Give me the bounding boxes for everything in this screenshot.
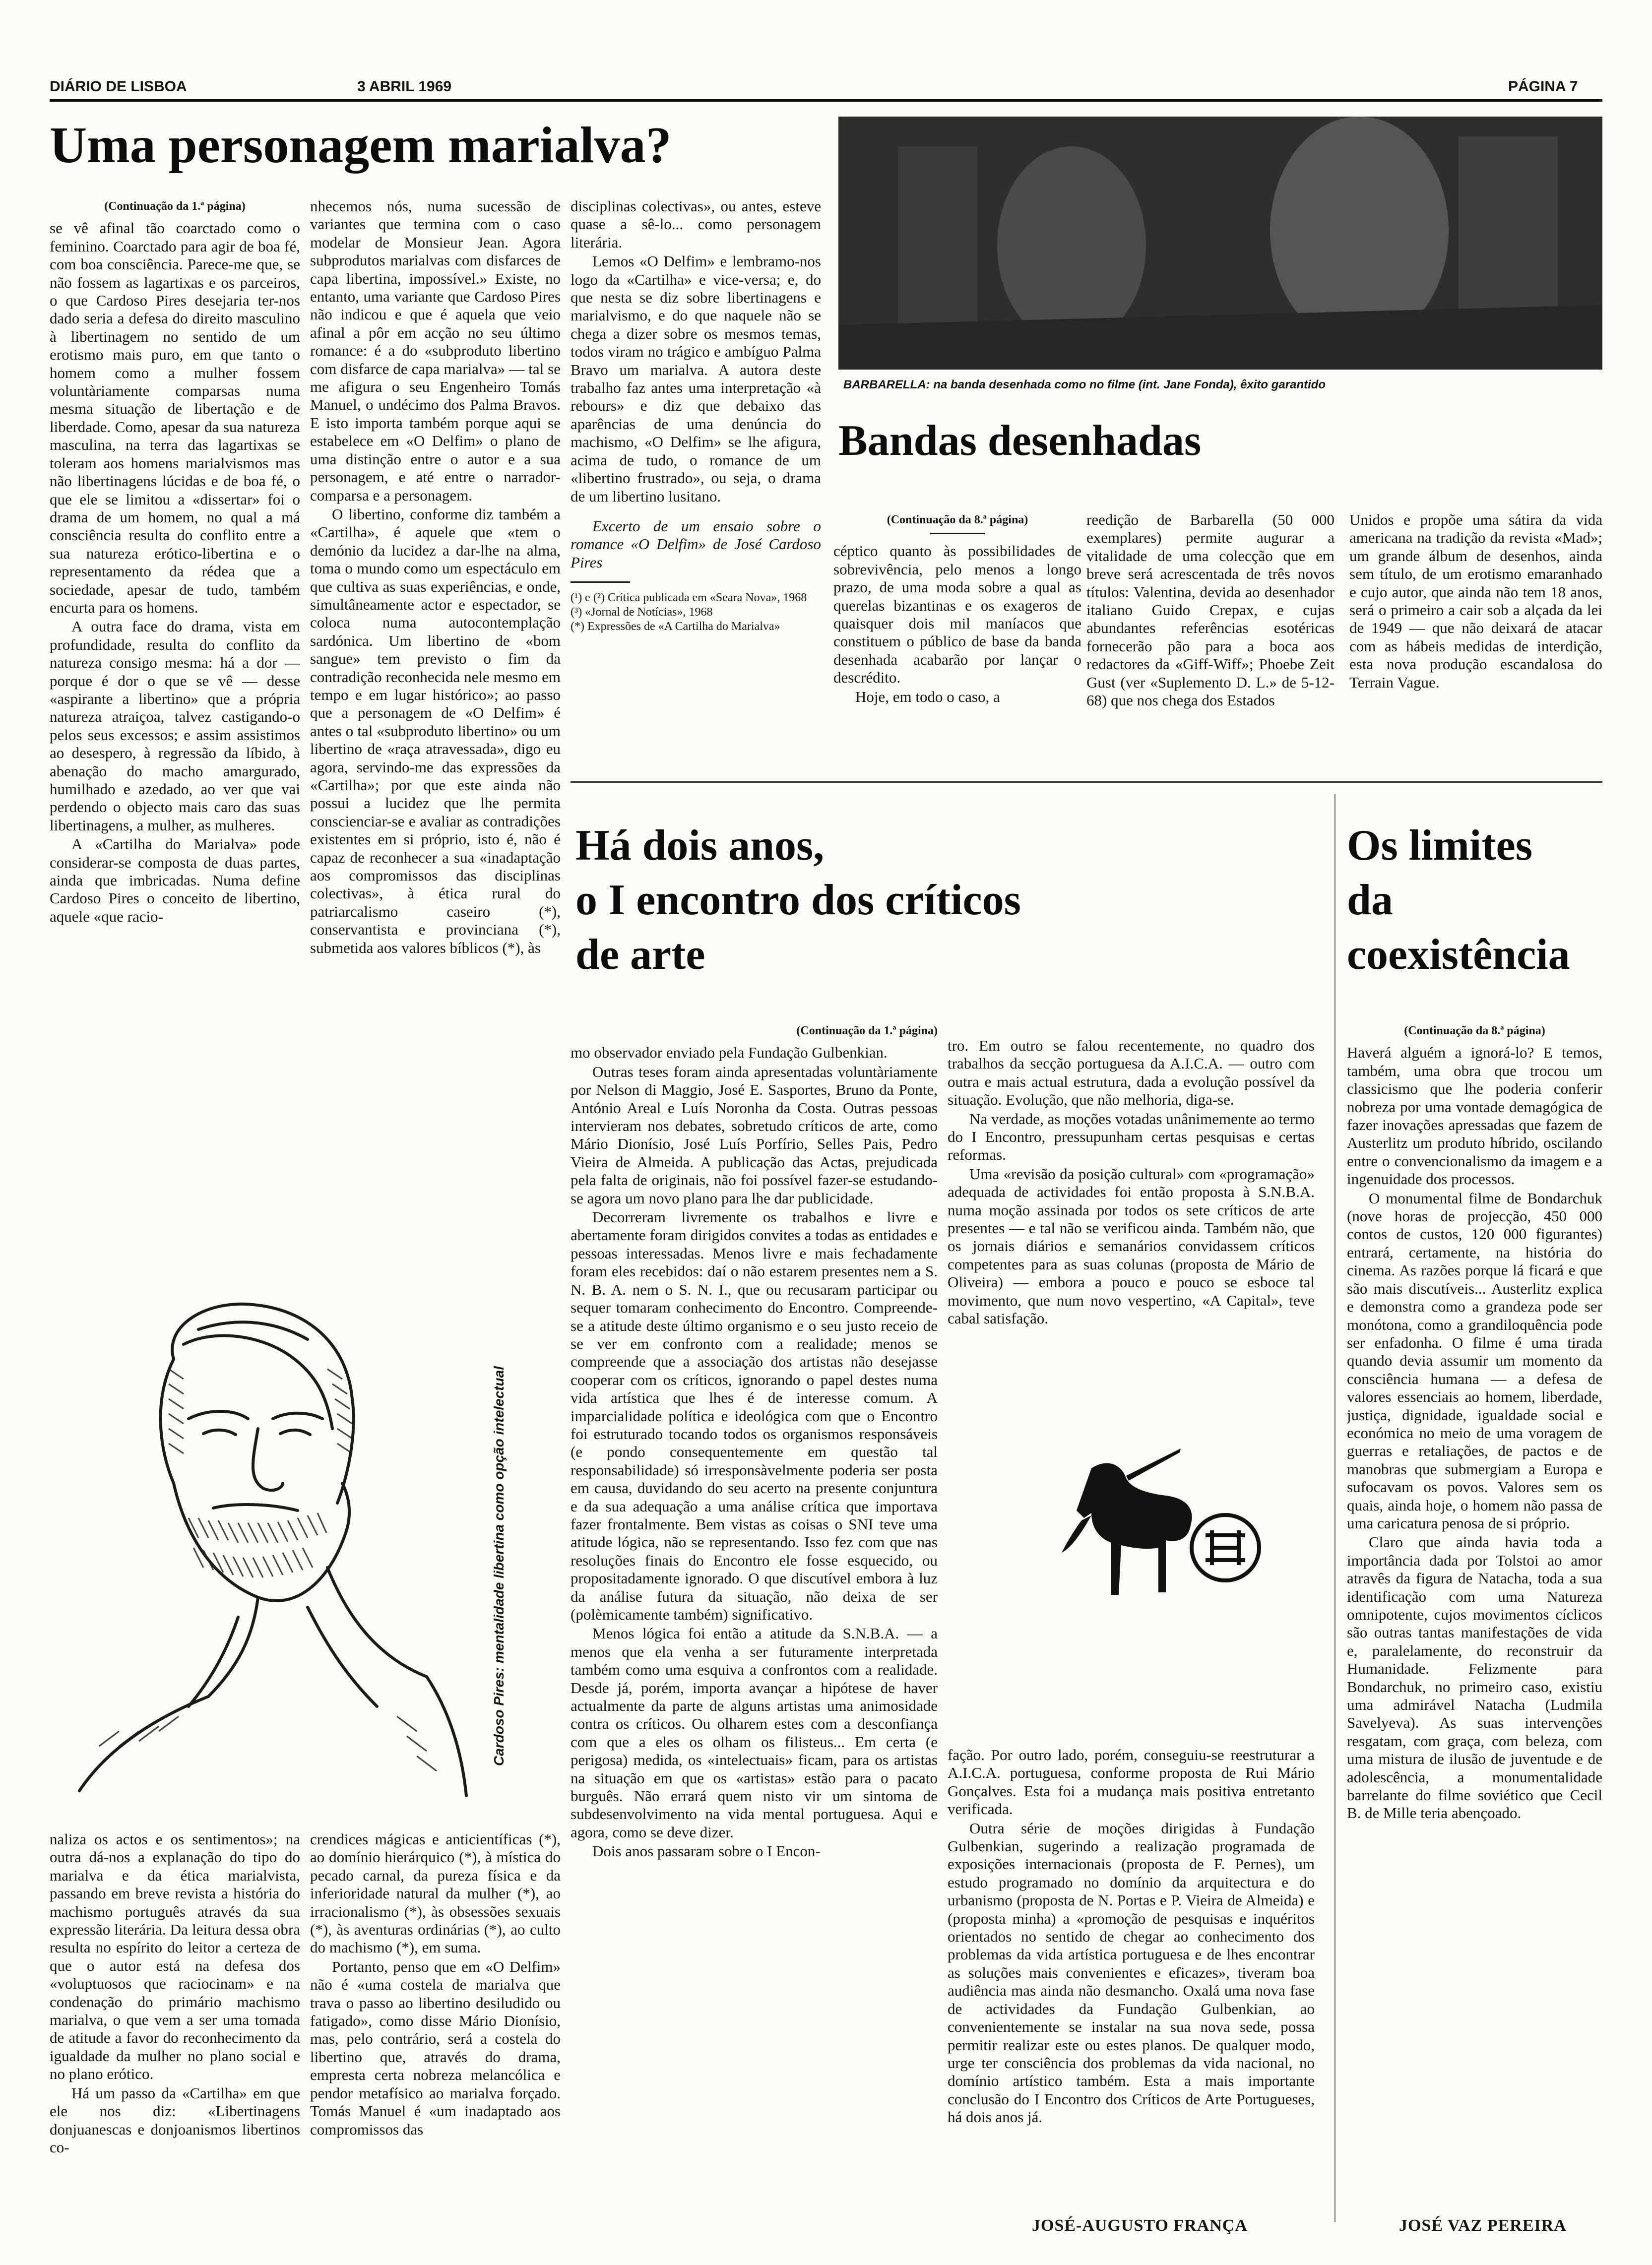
masthead-date: 3 ABRIL 1969 (357, 78, 452, 95)
cardoso-pires-portrait (50, 1270, 481, 1811)
criticos-column-1 (571, 1022, 938, 2222)
paragraph: se vê afinal tão coarctado como o feminino. Coarctado para agir de boa fé, com boa consciência. Parece-me que, se não fossem as lagartixas e os parceiros, o que Cardoso Pires desejaria ter-nos dado seria a defesa do direito masculino à libertinagem no sentido de um erotismo mais puro, em que tanto o homem como a mulher fossem voluntàriamente comparsas numa mesma situação de libertação e de liberdade. Como, apesar da sua natureza masculina, na terra das lagartixas se toleram aos homens marialvismos mas não libertinagens lúcidas e de boa fé, o que ele se limitou a «dissertar» foi o drama de um homem, no qual a má consciência resulta do conflito entre a sua natureza erótico-libertina e o representamento da rédea que a sociedade, apesar de tudo, também encurta para os homens. (50, 219, 300, 616)
bandas-column-2 (1086, 511, 1334, 769)
masthead-rule (50, 99, 1602, 102)
paragraph: reedição de Barbarella (50 000 exemplares) permite augurar a vitalidade de uma colecção que em breve será acrescentada de três novos títulos: Valentina, devida ao desenhador italiano Guido Crepax, e cujas abundantes referências esotéricas fornecerão pão para a boca aos redactores da «Giff-Wiff»; Phoebe Zeit Gust (ver «Suplemento D. L.» de 5-12-68) que nos chega dos Estados (1086, 511, 1334, 709)
paragraph: Menos lógica foi então a atitude da S.N.B.A. — a menos que ela venha a ser futuramente interpretada também como uma esquiva a confrontos com a realidade. Desde já, porém, importa avançar a hipótese de haver actualmente da parte de alguns artistas uma animosidade contra os críticos. Ou olharem estes com a desconfiança com que a eles os olham os filisteus... Em certa (e perigosa) medida, os «intelectuais» ficam, para os artistas na situação em que os «artistas» estão para o pacato burguês. Não errará quem nisto vir um sintoma de subdesenvolvimento na vida mental portuguesa. Aqui e agora, como se deve dizer. (571, 1625, 938, 1841)
bandas-column-3 (1349, 511, 1602, 769)
unicorn-illustration (1017, 1429, 1275, 1627)
footnote: (*) Expressões de «A Cartilha do Marialva» (571, 620, 780, 633)
paragraph: Claro que ainda havia toda a importância dada por Tolstoi ao amor atravês da figura de Natacha, toda a sua identificação com uma Natureza omnipotente, cujos movimentos cíclicos são outras tantas manifestações de vida e, paralelamente, do reconstruir da Humanidade. Felizmente para Bondarchuk, no primeiro caso, existiu uma admirável Natacha (Ludmila Savelyeva). As suas intervenções resgatam, com graça, com beleza, com uma mistura de ilusão de juventude e de adolescência, a monumentalidade barrelante do filme soviético que Cecil B. de Mille teria abençoado. (1347, 1533, 1602, 1822)
barbarella-caption: BARBARELLA: na banda desenhada como no filme (int. Jane Fonda), êxito garantido (843, 378, 1326, 391)
headline-line: da (1347, 876, 1393, 924)
continuation-marker: (Continuação da 8.ª página) (1404, 1024, 1545, 1037)
excerpt-credit: Excerto de um ensaio sobre o romance «O Delfim» de José Cardoso Pires (571, 517, 821, 571)
headline-line: o I encontro dos críticos (575, 876, 1021, 924)
paragraph: céptico quanto às possibilidades de sobrevivência, pelo menos a longo prazo, de uma moda sobre a qual as querelas bizantinas e os exageros de quaisquer dois mil maníacos que constituem o público de base da banda desenhada acabarão por lançar o descrédito. (833, 542, 1081, 687)
paragraph: disciplinas colectivas», ou antes, esteve quase a sê-lo... como personagem literária. (571, 197, 821, 251)
continuation-rule (930, 533, 985, 534)
paragraph: A «Cartilha do Marialva» pode considerar-se composta de duas partes, ainda que imbricadas. Numa define Cardoso Pires o conceito de libertino, aquele «que racio- (50, 835, 300, 925)
headline-bandas: Bandas desenhadas (838, 417, 1202, 465)
paragraph: naliza os actos e os sentimentos»; na outra dá-nos a explanação do tipo do marialva e da ética marialvista, passando em breve revista a história do machismo português através da sua expressão literária. Da leitura dessa obra resulta no espírito do leitor a certeza de que o autor está na defesa dos «voluptuosos que raciocinam» e na condenação do primário machismo marialva, o que vem a ser uma tomada de atitude a favor do reconhecimento da igualdade da mulher no plano social e no plano erótico. (50, 1830, 300, 2083)
portrait-sketch-image (50, 1270, 481, 1811)
headline-line: Há dois anos, (575, 821, 825, 870)
photo-image (838, 117, 1602, 370)
marialva-lower-column-2 (310, 1830, 561, 2227)
continuation-marker: (Continuação da 1.ª página) (104, 200, 246, 213)
paragraph: Hoje, em todo o caso, a (855, 688, 1000, 705)
paragraph: Haverá alguém a ignorá-lo? E temos, também, uma obra que trocou um classicismo que lhe poderia conferir nobreza por uma vontade demagógica de fazer inovações apressadas que fazem de Austerlitz um produto híbrido, oscilando entre o convencionalismo da imagem e a ingenuidade dos processos. (1347, 1044, 1602, 1188)
paragraph: O monumental filme de Bondarchuk (nove horas de projecção, 450 000 contos de custos, 120 000 figurantes) entrará, certamente, na história do cinema. As razões porque lá ficará e que são mais discutíveis... Austerlitz explica e demonstra como a grandeza pode ser monótona, como a grandiloquência pode ser enfadonha. O filme é uma tirada quando devia assumir um momento da consciência humana — a defesa de valores essenciais ao homem, liberdade, justiça, dignidade, igualdade social e económica no meio de uma voragem de guerras e retaliações, de pactos e de manobras que submergiam a Europa e sufocavam os povos. Valores sem os quais, ainda hoje, o homem não passa de uma caricatura penosa de si próprio. (1347, 1189, 1602, 1532)
masthead-page-number: PÁGINA 7 (1508, 78, 1578, 95)
paragraph: O libertino, conforme diz também a «Cartilha», é aquele que «tem o demónio da lucidez a dar-lhe na alma, toma o mundo como um espectáculo em que cultiva as suas experiências, e onde, simultâneamente actor e espectador, se coloca numa autocontemplação sardónica. Um libertino de «bom sangue» tem previsto o fim da contradição reconhecida nele mesmo em tempo e em lugar histórico»; ao passo que a personagem de «O Delfim» é antes o tal «subproduto libertino» ou um libertino de «raça atravessada», digo eu agora, servindo-me das expressões da «Cartilha»; por que este ainda não possui a lucidez que lhe permita conscienciar-se e avaliar as contradições existentes em si próprio, isto é, não é capaz de reconhecer a sua «inadaptação aos compromissos das disciplinas colectivas», à ética rural do patriarcalismo caseiro (*), conservantista e provinciana (*), submetida aos valores bíblicos (*), às (310, 505, 561, 956)
footnote: (¹) e (²) Crítica publicada em «Seara Nova», 1968 (571, 591, 807, 605)
portrait-caption (491, 1270, 521, 1766)
paragraph: Decorreram livremente os trabalhos e livre e abertamente foram dirigidos convites a todas as entidades e pessoas interessadas. Menos livre e mais fechadamente foram eles recebidos: daí o não estarem presentes nem a S. N. B. A. nem o S. N. I., que ou recusaram participar ou sequer tomaram conhecimento do Encontro. Compreende-se a atitude deste último organismo e o seu justo receio de se ver em confronto com a realidade; menos se compreende que a associação dos artistas não desejasse cooperar com os críticos, ignorando o papel destes numa vida artística que lhes é de interesse comum. A imparcialidade política e ideológica com que o Encontro foi estruturado tocando todos os organismos responsáveis (e pondo consequentemente em questão tal responsabilidade) só irresponsàvelmente poderia ser posta em causa, duvidando do seu acerto na presente conjuntura e da sua adequação a uma análise crítica que importava fazer frontalmente. Bem vistas as coisas o SNI teve uma atitude lógica, não se representando. Isso fez com que nas resoluções finais do Encontro ele fosse esquecido, ou propositadamente ignorado. O que discutível embora à luz da análise futura da situação, não deixa de ser (polèmicamente também) significativo. (571, 1208, 938, 1623)
limites-column (1347, 1022, 1602, 2212)
headline-criticos (575, 818, 1021, 982)
section-divider (571, 781, 1602, 783)
paragraph: Unidos e propõe uma sátira da vida americana na tradição da revista «Mad»; um grande álbum de desenhos, ainda sem título, de um erotismo emaranhado e cujo autor, que ainda não tem 18 anos, será o primeiro a cair sob a alçada da lei de 1949 — que não deixará de atacar com as hábeis medidas de interdição, esta nova produção escandalosa do Terrain Vague. (1349, 511, 1602, 691)
paragraph: Portanto, penso que em «O Delfim» não é «uma costela de marialva que trava o passo ao libertino desiludido ou fatigado», como disse Mário Dionísio, mas, pelo contrário, será a costela do libertino que, através do drama, empresta certa nobreza melancólica e pendor metafísico ao marialva forçado. Tomás Manuel é «um inadaptado aos compromissos das (310, 1957, 561, 2138)
column-divider (1334, 794, 1335, 2222)
criticos-column-2-bottom (948, 1746, 1315, 2202)
headline-line: coexistência (1347, 931, 1570, 979)
paragraph: A outra face do drama, vista em profundidade, resulta do conflito da natureza consigo mesma: há a dor — porque é dor o que se vê — desse «aspirante a libertino» que a própria natureza atraiçoa, talvez castigando-o pelos seus excessos; e assim assistimos ao desespero, à regressão da líbido, à abenação do macho amargurado, humilhado e azedado, ao ver que vai perdendo o objecto mais caro das suas libertinagens, a mulher, as mulheres. (50, 618, 300, 834)
continuation-marker: (Continuação da 8.ª página) (887, 513, 1028, 526)
headline-line: de arte (575, 931, 705, 979)
notes-rule (571, 581, 630, 583)
criticos-column-2-top (948, 1037, 1315, 1344)
paragraph: nhecemos nós, numa sucessão de variantes que termina com o caso modelar de Monsieur Jean. Agora subprodutos marialvas com disfarces de capa libertina, impossível.» Existe, no entanto, uma variante que Cardoso Pires não indicou e que é aquela que veio afinal a pôr em acção no seu último romance: é a do «subproduto libertino com disfarce de capa marialva» — tal se me afigura o seu Engenheiro Tomás Manuel, o undécimo dos Palma Bravos. E isto importa também porque aqui se estabelece em «O Delfim» o plano de uma distinção entre o autor e a sua personagem, e até entre o narrador-comparsa e a personagem. (310, 197, 561, 504)
marialva-column-1 (50, 197, 300, 1264)
paragraph: Na verdade, as moções votadas unânimemente ao termo do I Encontro, pressupunham certas pesquisas e certas reformas. (948, 1110, 1315, 1164)
paragraph: tro. Em outro se falou recentemente, no quadro dos trabalhos da secção portuguesa da A.I.C.A. — outro com outra e mais actual estrutura, dada a evolução possível da situação. Evolução, que não melhoria, diga-se. (948, 1037, 1315, 1109)
continuation-marker: (Continuação da 1.ª página) (796, 1024, 938, 1037)
marialva-lower-column-1 (50, 1830, 300, 2227)
masthead-paper-name: DIÁRIO DE LISBOA (50, 78, 187, 95)
paragraph: Lemos «O Delfim» e lembramo-nos logo da «Cartilha» e vice-versa; e, do que nesta se diz sobre libertinagens e marialvismo, e do que naquele não se chega a dizer sobre os mesmos temas, todos viram no trágico e ambíguo Palma Bravo um marialva. A autora deste trabalho faz antes uma interpretação «à rebours» e diz que debaixo das aparências de uma denúncia do machismo, «O Delfim» se lhe afigura, acima de tudo, o romance de um «libertino frustrado», ou seja, o drama de um libertino lusitano. (571, 252, 821, 505)
barbarella-photo (838, 117, 1602, 370)
paragraph: mo observador enviado pela Fundação Gulbenkian. (571, 1044, 888, 1062)
paragraph: crendices mágicas e anticientíficas (*), ao domínio hierárquico (*), à mística do pecado carnal, da pureza física e da inferioridade natural da mulher (*), ao irracionalismo (*), às obsessões sexuais (*), às aventuras ordinárias (*), ao culto do machismo (*), em suma. (310, 1830, 561, 1956)
paragraph: Outra série de moções dirigidas à Fundação Gulbenkian, sugerindo a realização programada de exposições internacionais (proposta de F. Pernes), um estudo programado no domínio da arquitectura e do urbanismo (proposta de N. Portas e P. Vieira de Almeida) e (proposta minha) a «promoção de pesquisas e inquéritos orientados no sentido de chegar ao conhecimento dos problemas da vida artística portuguesa e de lhes encontrar as soluções mais convenientes e eficazes», tiveram boa audiência mas ainda não desmancho. Oxalá uma nova fase de actividades da Fundação Gulbenkian, ao convenientemente se instalar na sua nova sede, possa permitir realizar este ou estes planos. De qualquer modo, urge ter consciência dos problemas da vida nacional, no domínio artístico também. Esta a mais importante conclusão do I Encontro dos Críticos de Arte Portugueses, há dois anos já. (948, 1819, 1315, 2126)
headline-limites (1347, 818, 1570, 982)
headline-line: Os limites (1347, 821, 1532, 870)
paragraph: Dois anos passaram sobre o I Encon- (592, 1842, 821, 1860)
paragraph: Há um passo da «Cartilha» em que ele nos diz: «Libertinagens donjuanescas e donjoanismos libertinos co- (50, 2084, 300, 2156)
limites-signature: JOSÉ VAZ PEREIRA (1399, 2216, 1567, 2235)
marialva-column-2 (310, 197, 561, 1229)
marialva-column-3 (571, 197, 821, 882)
unicorn-emblem-image (1017, 1429, 1275, 1627)
headline-marialva: Uma personagem marialva? (50, 117, 672, 174)
paragraph: fação. Por outro lado, porém, conseguiu-se reestruturar a A.I.C.A. portuguesa, conforme proposta de Rui Mário Gonçalves. Esta foi a mudança mais positiva entretanto verificada. (948, 1746, 1315, 1818)
criticos-signature: JOSÉ-AUGUSTO FRANÇA (1032, 2216, 1248, 2235)
bandas-column-1 (833, 511, 1081, 769)
paragraph: Outras teses foram ainda apresentadas voluntàriamente por Nelson di Maggio, José E. Sasportes, Bruno da Ponte, António Areal e Luís Noronha da Costa. Outras pessoas intervieram nos debates, sobretudo críticos de arte, como Mário Dionísio, José Luís Porfírio, Selles Pais, Pedro Vieira de Almeida. A publicação das Actas, prejudicada pela falta de originais, não foi possível fazer-se estudando-se agora um novo plano para lhe dar publicidade. (571, 1063, 938, 1207)
footnote: (³) «Jornal de Notícias», 1968 (571, 606, 713, 619)
paragraph: Uma «revisão da posição cultural» com «programação» adequada de actividades foi então proposta à S.N.B.A. numa moção assinada por todos os sete críticos de arte presentes — e tal não se verificou ainda. Também não, que os jornais diários e semanários convidassem críticos competentes para as suas colunas (proposta de Mário de Oliveira) — embora a pouco e pouco se esboce tal movimento, que num novo vespertino, «A Capital», teve cabal satisfação. (948, 1165, 1315, 1327)
portrait-caption-text: Cardoso Pires: mentalidade libertina como opção intelectual (491, 1366, 507, 1766)
